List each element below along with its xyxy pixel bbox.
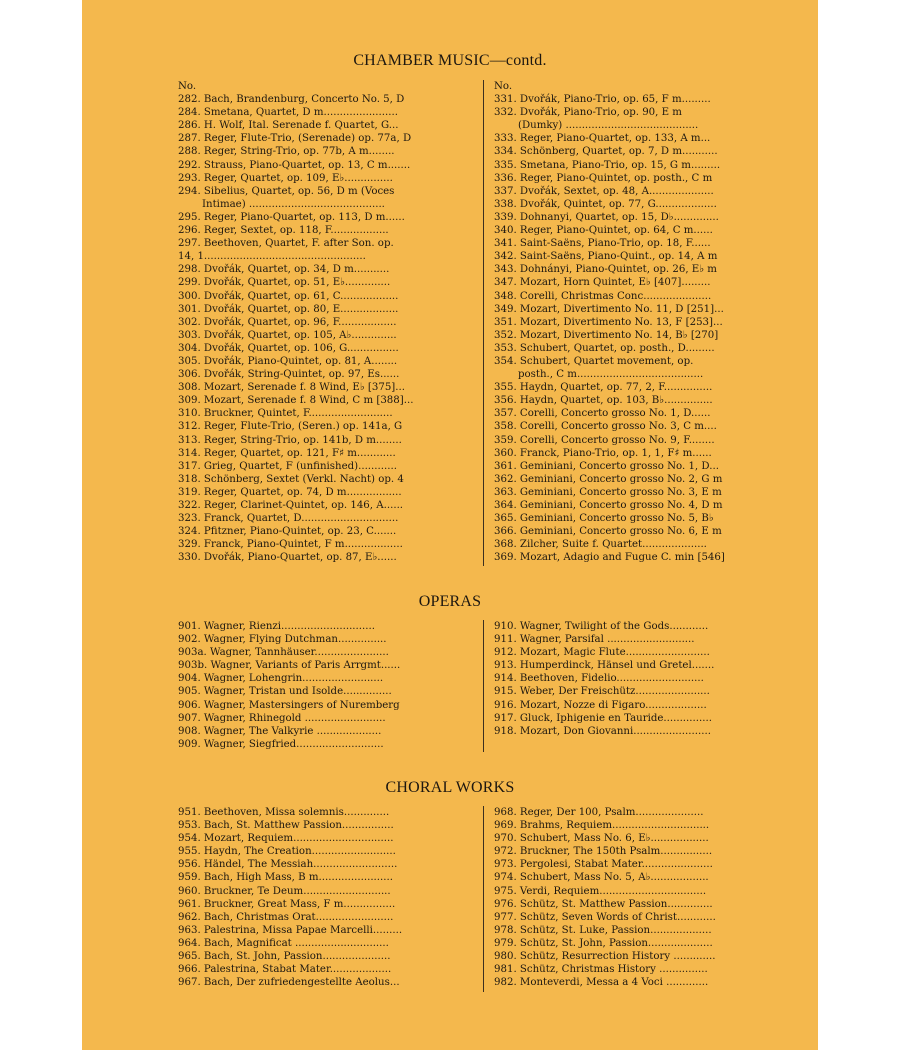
list-item: 337. Dvořák, Sextet, op. 48, A.................... — [494, 185, 714, 197]
list-item: 310. Bruckner, Quintet, F.......................... — [178, 408, 393, 420]
list-item: 974. Schubert, Mass No. 5, A♭.................. — [494, 872, 709, 884]
list-item: 364. Geminiani, Concerto grosso No. 4, D m — [494, 500, 723, 511]
list-item: 308. Mozart, Serenade f. 8 Wind, E♭ [375]... — [178, 382, 405, 394]
list-item: 324. Pfitzner, Piano-Quintet, op. 23, C....... — [178, 526, 397, 538]
list-item: 977. Schütz, Seven Words of Christ............ — [494, 911, 716, 923]
list-item: 968. Reger, Der 100, Psalm..................... — [494, 807, 704, 818]
list-item: 965. Bach, St. John, Passion..................... — [178, 951, 391, 963]
list-item: 352. Mozart, Divertimento No. 14, B♭ [270] — [494, 329, 719, 341]
list-item: 901. Wagner, Rienzi............................. — [178, 621, 375, 632]
choral-left-column — [178, 806, 434, 989]
list-item: 918. Mozart, Don Giovanni........................ — [494, 725, 711, 737]
choral-works-heading: CHORAL WORKS — [385, 779, 515, 796]
choral-left-list — [178, 806, 434, 989]
list-item: 292. Strauss, Piano-Quartet, op. 13, C m....... — [178, 159, 411, 171]
no-label-right: No. — [494, 81, 513, 92]
list-item: 981. Schütz, Christmas History ............... — [494, 964, 708, 976]
list-item: 954. Mozart, Requiem............................... — [178, 833, 394, 845]
list-item: 319. Reger, Quartet, op. 74, D m................. — [178, 486, 402, 498]
list-item: 355. Haydn, Quartet, op. 77, 2, F............... — [494, 382, 713, 394]
list-item: 953. Bach, St. Matthew Passion................ — [178, 820, 394, 832]
list-item: 306. Dvořák, String-Quintet, op. 97, Es...... — [178, 369, 400, 381]
list-item: 338. Dvořák, Quintet, op. 77, G................... — [494, 198, 717, 210]
list-item-continuation: Intimae) .......................................... — [202, 198, 385, 210]
list-item: 294. Sibelius, Quartet, op. 56, D m (Voces — [178, 185, 395, 197]
list-item: 286. H. Wolf, Ital. Serenade f. Quartet, G... — [178, 120, 399, 132]
list-item: 967. Bach, Der zufriedengestellte Aeolus... — [178, 977, 400, 989]
list-item: 973. Pergolesi, Stabat Mater...................... — [494, 859, 713, 871]
list-item: 349. Mozart, Divertimento No. 11, D [251]... — [494, 303, 724, 315]
list-item: 330. Dvořák, Piano-Quartet, op. 87, E♭...... — [178, 552, 397, 564]
list-item: 963. Palestrina, Missa Papae Marcelli......... — [178, 924, 403, 936]
list-item: 951. Beethoven, Missa solemnis.............. — [178, 807, 390, 818]
list-item: 966. Palestrina, Stabat Mater................... — [178, 964, 392, 976]
list-item: 982. Monteverdi, Messa a 4 Voci ............. — [494, 977, 709, 989]
list-item: 295. Reger, Piano-Quartet, op. 113, D m...... — [178, 211, 405, 223]
list-item: 323. Franck, Quartet, D.............................. — [178, 513, 399, 525]
list-item: 336. Reger, Piano-Quintet, op. posth., C m — [494, 172, 713, 184]
list-item: 312. Reger, Flute-Trio, (Seren.) op. 141a, G — [178, 421, 403, 433]
list-item: 915. Weber, Der Freischütz....................... — [494, 686, 710, 698]
list-item: 363. Geminiani, Concerto grosso No. 3, E m — [494, 486, 722, 498]
list-item: 318. Schönberg, Sextet (Verkl. Nacht) op. 4 — [178, 473, 404, 485]
list-item: 297. Beethoven, Quartet, F. after Son. op. — [178, 238, 394, 250]
list-item: 284. Smetana, Quartet, D m....................... — [178, 107, 398, 119]
list-item: 300. Dvořák, Quartet, op. 61, C.................. — [178, 290, 399, 302]
list-item: 348. Corelli, Christmas Conc..................... — [494, 290, 712, 302]
list-item: 978. Schütz, St. Luke, Passion................... — [494, 924, 712, 936]
list-item: 912. Mozart, Magic Flute.......................... — [494, 647, 710, 659]
list-item: 340. Reger, Piano-Quintet, op. 64, C m...... — [494, 225, 713, 237]
list-item: 903b. Wagner, Variants of Paris Arrgmt...... — [178, 660, 401, 672]
list-item: 909. Wagner, Siegfried........................... — [178, 738, 384, 750]
list-item: 343. Dohnányi, Piano-Quintet, op. 26, E♭ m — [494, 264, 717, 276]
list-item: 962. Bach, Christmas Orat........................ — [178, 911, 394, 923]
list-item: 361. Geminiani, Concerto grosso No. 1, D... — [494, 460, 719, 472]
catalogue-page — [82, 0, 818, 1050]
operas-heading: OPERAS — [418, 593, 482, 610]
list-item: 282. Bach, Brandenburg, Concerto No. 5, D — [178, 94, 405, 106]
list-item: 980. Schütz, Resurrection History ............. — [494, 951, 716, 963]
list-item: 301. Dvořák, Quartet, op. 80, E.................. — [178, 303, 399, 315]
list-item: 917. Gluck, Iphigenie en Tauride............... — [494, 712, 712, 724]
list-item: 961. Bruckner, Great Mass, F m................ — [178, 898, 396, 910]
list-item: 314. Reger, Quartet, op. 121, F♯ m............ — [178, 447, 396, 459]
list-item: 916. Mozart, Nozze di Figaro................... — [494, 699, 707, 711]
list-item: 293. Reger, Quartet, op. 109, E♭............... — [178, 172, 393, 184]
choral-divider — [483, 806, 484, 992]
list-item: 357. Corelli, Concerto grosso No. 1, D...... — [494, 408, 711, 420]
choral-right-list — [494, 806, 752, 989]
operas-right-column — [494, 620, 752, 738]
list-item: 342. Saint-Saëns, Piano-Quint., op. 14, A m — [494, 251, 718, 263]
no-label: No. — [178, 81, 197, 92]
list-item: 369. Mozart, Adagio and Fugue C. min [546] — [494, 552, 725, 564]
list-item: 358. Corelli, Concerto grosso No. 3, C m.... — [494, 421, 717, 433]
list-item: 339. Dohnanyi, Quartet, op. 15, D♭.............. — [494, 211, 719, 223]
list-item: 347. Mozart, Horn Quintet, E♭ [407]......... — [494, 277, 711, 289]
list-item: 359. Corelli, Concerto grosso No. 9, F........ — [494, 434, 715, 446]
list-item: 322. Reger, Clarinet-Quintet, op. 146, A...... — [178, 500, 404, 511]
list-item: 959. Bach, High Mass, B m....................... — [178, 872, 393, 884]
list-item: 313. Reger, String-Trio, op. 141b, D m........ — [178, 434, 402, 446]
list-item: 964. Bach, Magnificat ............................. — [178, 937, 389, 949]
list-item: 351. Mozart, Divertimento No. 13, F [253]... — [494, 316, 723, 328]
list-item: 302. Dvořák, Quartet, op. 96, F.................. — [178, 316, 397, 328]
list-item: 970. Schubert, Mass No. 6, E♭.................. — [494, 833, 709, 845]
operas-right-list — [494, 620, 752, 738]
list-item: 14, 1.................................................. — [178, 251, 366, 263]
list-item: 329. Franck, Piano-Quintet, F m.................. — [178, 539, 403, 551]
chamber-right-list — [494, 93, 752, 564]
list-item: 317. Grieg, Quartet, F (unfinished)............ — [178, 460, 397, 472]
list-item: 333. Reger, Piano-Quartet, op. 133, A m... — [494, 133, 711, 145]
chamber-divider — [483, 80, 484, 566]
chamber-left-column — [178, 80, 434, 564]
list-item: 288. Reger, String-Trio, op. 77b, A m........ — [178, 146, 395, 158]
list-item: 304. Dvořák, Quartet, op. 106, G................ — [178, 342, 399, 354]
list-item: 956. Händel, The Messiah.......................... — [178, 859, 398, 871]
list-item: 979. Schütz, St. John, Passion.................... — [494, 937, 713, 949]
operas-left-column — [178, 620, 434, 751]
list-item: 907. Wagner, Rhinegold ......................... — [178, 712, 386, 724]
choral-right-column — [494, 806, 752, 989]
list-item: 353. Schubert, Quartet, op. posth., D......... — [494, 342, 715, 354]
list-item: 334. Schönberg, Quartet, op. 7, D m........... — [494, 146, 718, 158]
list-item: 914. Beethoven, Fidelio........................... — [494, 673, 704, 685]
operas-left-list — [178, 620, 434, 751]
list-item-continuation: (Dumky) ......................................... — [518, 120, 699, 132]
list-item: 287. Reger, Flute-Trio, (Serenade) op. 77a, D — [178, 133, 412, 145]
list-item: 354. Schubert, Quartet movement, op. — [494, 355, 694, 367]
list-item: 299. Dvořák, Quartet, op. 51, E♭.............. — [178, 277, 391, 289]
list-item: 960. Bruckner, Te Deum........................... — [178, 885, 391, 897]
list-item: 908. Wagner, The Valkyrie .................... — [178, 725, 382, 737]
list-item: 972. Bruckner, The 150th Psalm................ — [494, 846, 713, 858]
list-item: 955. Haydn, The Creation.......................... — [178, 846, 396, 858]
list-item: 975. Verdi, Requiem................................. — [494, 885, 707, 897]
chamber-right-column — [494, 80, 752, 564]
list-item: 906. Wagner, Mastersingers of Nuremberg — [178, 699, 400, 711]
list-item: 335. Smetana, Piano-Trio, op. 15, G m......... — [494, 159, 721, 171]
list-item: 309. Mozart, Serenade f. 8 Wind, C m [388]... — [178, 395, 414, 407]
list-item: 341. Saint-Saëns, Piano-Trio, op. 18, F...... — [494, 238, 711, 250]
list-item: 331. Dvořák, Piano-Trio, op. 65, F m......... — [494, 94, 711, 106]
list-item: 360. Franck, Piano-Trio, op. 1, 1, F♯ m...... — [494, 447, 712, 459]
list-item: 362. Geminiani, Concerto grosso No. 2, G m — [494, 473, 723, 485]
list-item: 305. Dvořák, Piano-Quintet, op. 81, A........ — [178, 355, 398, 367]
list-item: 303. Dvořák, Quartet, op. 105, A♭.............. — [178, 329, 397, 341]
list-item-continuation: posth., C m....................................... — [518, 369, 704, 381]
list-item: 911. Wagner, Parsifal ........................... — [494, 634, 695, 646]
list-item: 902. Wagner, Flying Dutchman............... — [178, 634, 387, 646]
chamber-music-heading: CHAMBER MUSIC—contd. — [353, 52, 547, 69]
list-item: 356. Haydn, Quartet, op. 103, B♭............... — [494, 395, 713, 407]
list-item: 969. Brahms, Requiem.............................. — [494, 820, 710, 832]
list-item: 298. Dvořák, Quartet, op. 34, D m........... — [178, 264, 390, 276]
list-item: 976. Schütz, St. Matthew Passion.............. — [494, 898, 713, 910]
operas-divider — [483, 620, 484, 752]
list-item: 368. Zilcher, Suite f. Quartet.................... — [494, 539, 707, 551]
list-item: 910. Wagner, Twilight of the Gods............ — [494, 621, 709, 632]
list-item: 332. Dvořák, Piano-Trio, op. 90, E m — [494, 107, 682, 119]
list-item: 913. Humperdinck, Hänsel und Gretel....... — [494, 660, 715, 672]
list-item: 296. Reger, Sextet, op. 118, F.................. — [178, 225, 389, 237]
list-item: 903a. Wagner, Tannhäuser....................... — [178, 647, 389, 659]
list-item: 905. Wagner, Tristan und Isolde............... — [178, 686, 392, 698]
list-item: 366. Geminiani, Concerto grosso No. 6, E m — [494, 526, 722, 538]
chamber-left-list — [178, 93, 434, 564]
list-item: 365. Geminiani, Concerto grosso No. 5, B♭ — [494, 513, 714, 525]
list-item: 904. Wagner, Lohengrin......................... — [178, 673, 384, 685]
